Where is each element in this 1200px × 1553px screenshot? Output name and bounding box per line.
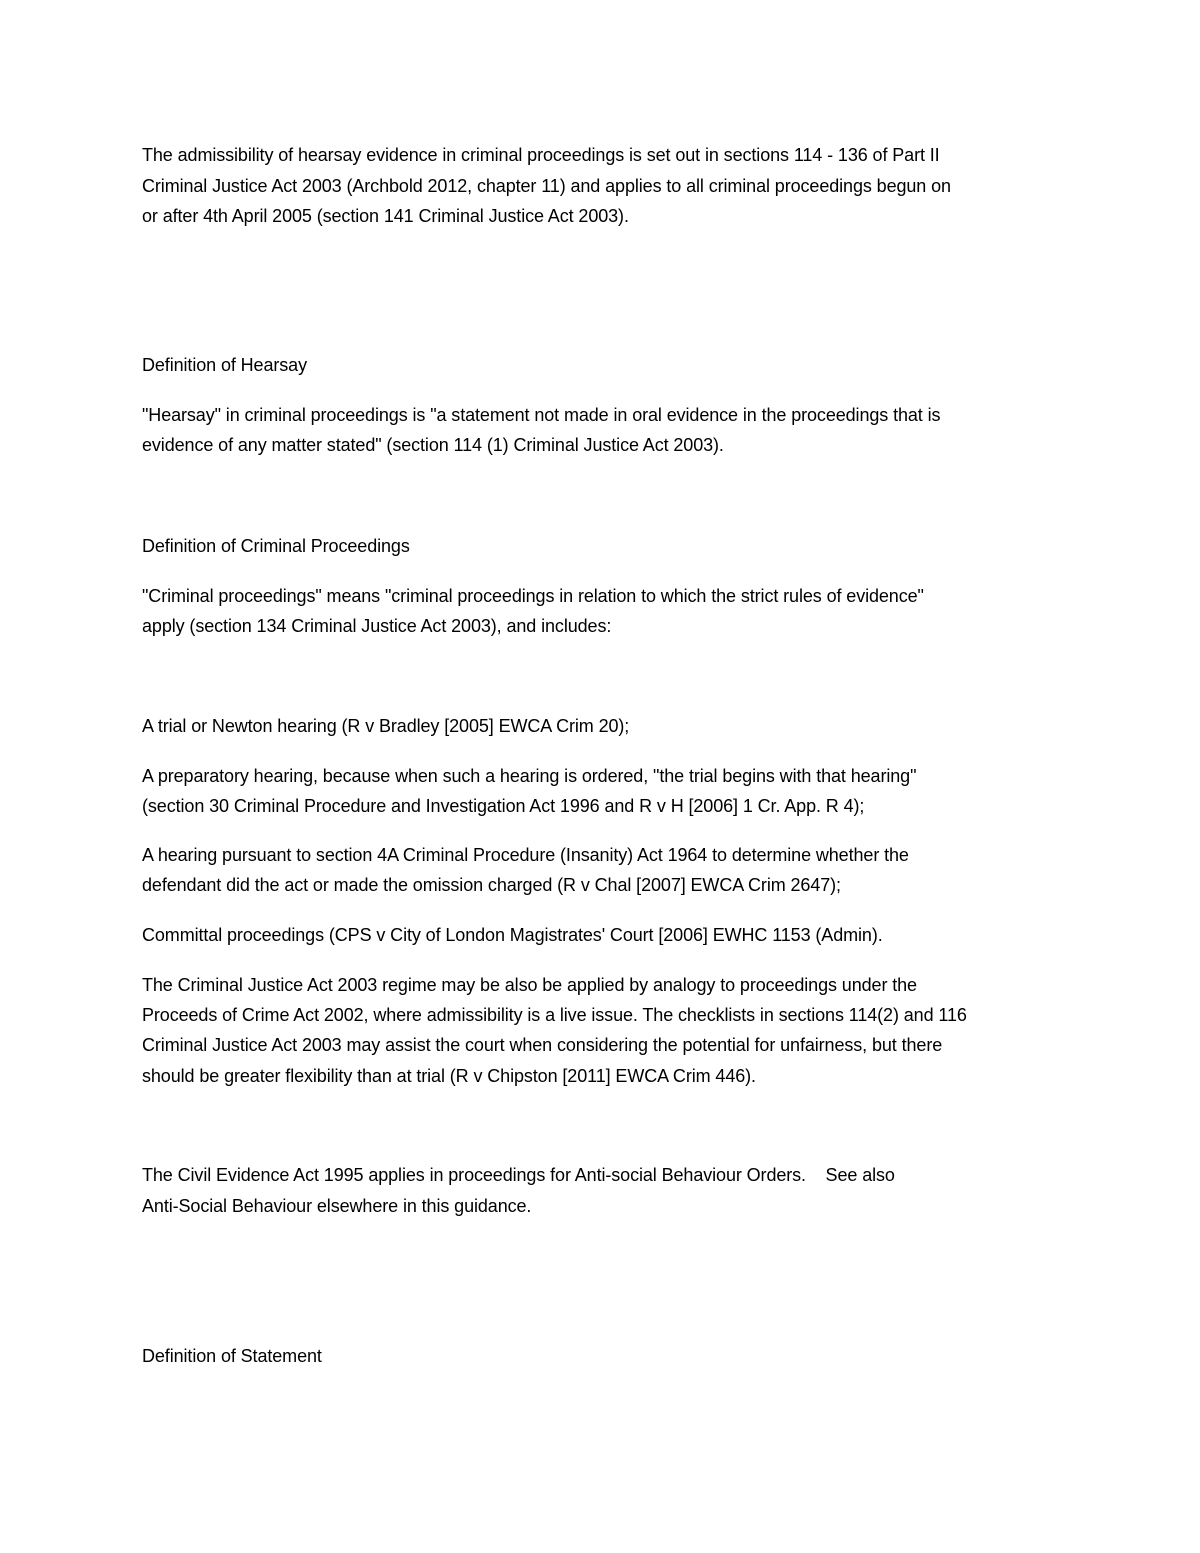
insanity-line-1: A hearing pursuant to section 4A Criminal Procedure (Insanity) Act 1964 to determine whether the <box>142 845 909 865</box>
intro-line-1: The admissibility of hearsay evidence in criminal proceedings is set out in sections 114 - 136 of Part II <box>142 145 940 165</box>
analogy-line-2: Proceeds of Crime Act 2002, where admissibility is a live issue. The checklists in sections 114(2) and 116 <box>142 1005 967 1025</box>
heading-definition-of-statement: Definition of Statement <box>142 1346 322 1366</box>
analogy-line-1: The Criminal Justice Act 2003 regime may be also be applied by analogy to proceedings under the <box>142 975 917 995</box>
list-item-committal: Committal proceedings (CPS v City of London Magistrates' Court [2006] EWHC 1153 (Admin). <box>142 925 883 945</box>
list-item-trial: A trial or Newton hearing (R v Bradley [2005] EWCA Crim 20); <box>142 716 630 736</box>
civil-evidence-line-1: The Civil Evidence Act 1995 applies in proceedings for Anti-social Behaviour Orders. See also <box>142 1165 895 1185</box>
criminal-proceedings-line-1: "Criminal proceedings" means "criminal proceedings in relation to which the strict rules of evidence" <box>142 586 924 606</box>
preparatory-line-2: (section 30 Criminal Procedure and Investigation Act 1996 and R v H [2006] 1 Cr. App. R 4); <box>142 796 865 816</box>
hearsay-definition-line-2: evidence of any matter stated" (section 114 (1) Criminal Justice Act 2003). <box>142 435 724 455</box>
heading-definition-of-hearsay: Definition of Hearsay <box>142 355 307 375</box>
hearsay-definition-line-1: "Hearsay" in criminal proceedings is "a statement not made in oral evidence in the proceedings that is <box>142 405 941 425</box>
intro-line-3: or after 4th April 2005 (section 141 Criminal Justice Act 2003). <box>142 206 629 226</box>
preparatory-line-1: A preparatory hearing, because when such a hearing is ordered, "the trial begins with that hearing" <box>142 766 917 786</box>
heading-definition-of-criminal-proceedings: Definition of Criminal Proceedings <box>142 536 410 556</box>
civil-evidence-line-2: Anti-Social Behaviour elsewhere in this guidance. <box>142 1196 532 1216</box>
intro-line-2: Criminal Justice Act 2003 (Archbold 2012, chapter 11) and applies to all criminal proceedings begun on <box>142 176 951 196</box>
insanity-line-2: defendant did the act or made the omission charged (R v Chal [2007] EWCA Crim 2647); <box>142 875 841 895</box>
criminal-proceedings-line-2: apply (section 134 Criminal Justice Act 2003), and includes: <box>142 616 612 636</box>
analogy-line-3: Criminal Justice Act 2003 may assist the court when considering the potential for unfairness, but there <box>142 1035 943 1055</box>
analogy-line-4: should be greater flexibility than at trial (R v Chipston [2011] EWCA Crim 446). <box>142 1066 756 1086</box>
